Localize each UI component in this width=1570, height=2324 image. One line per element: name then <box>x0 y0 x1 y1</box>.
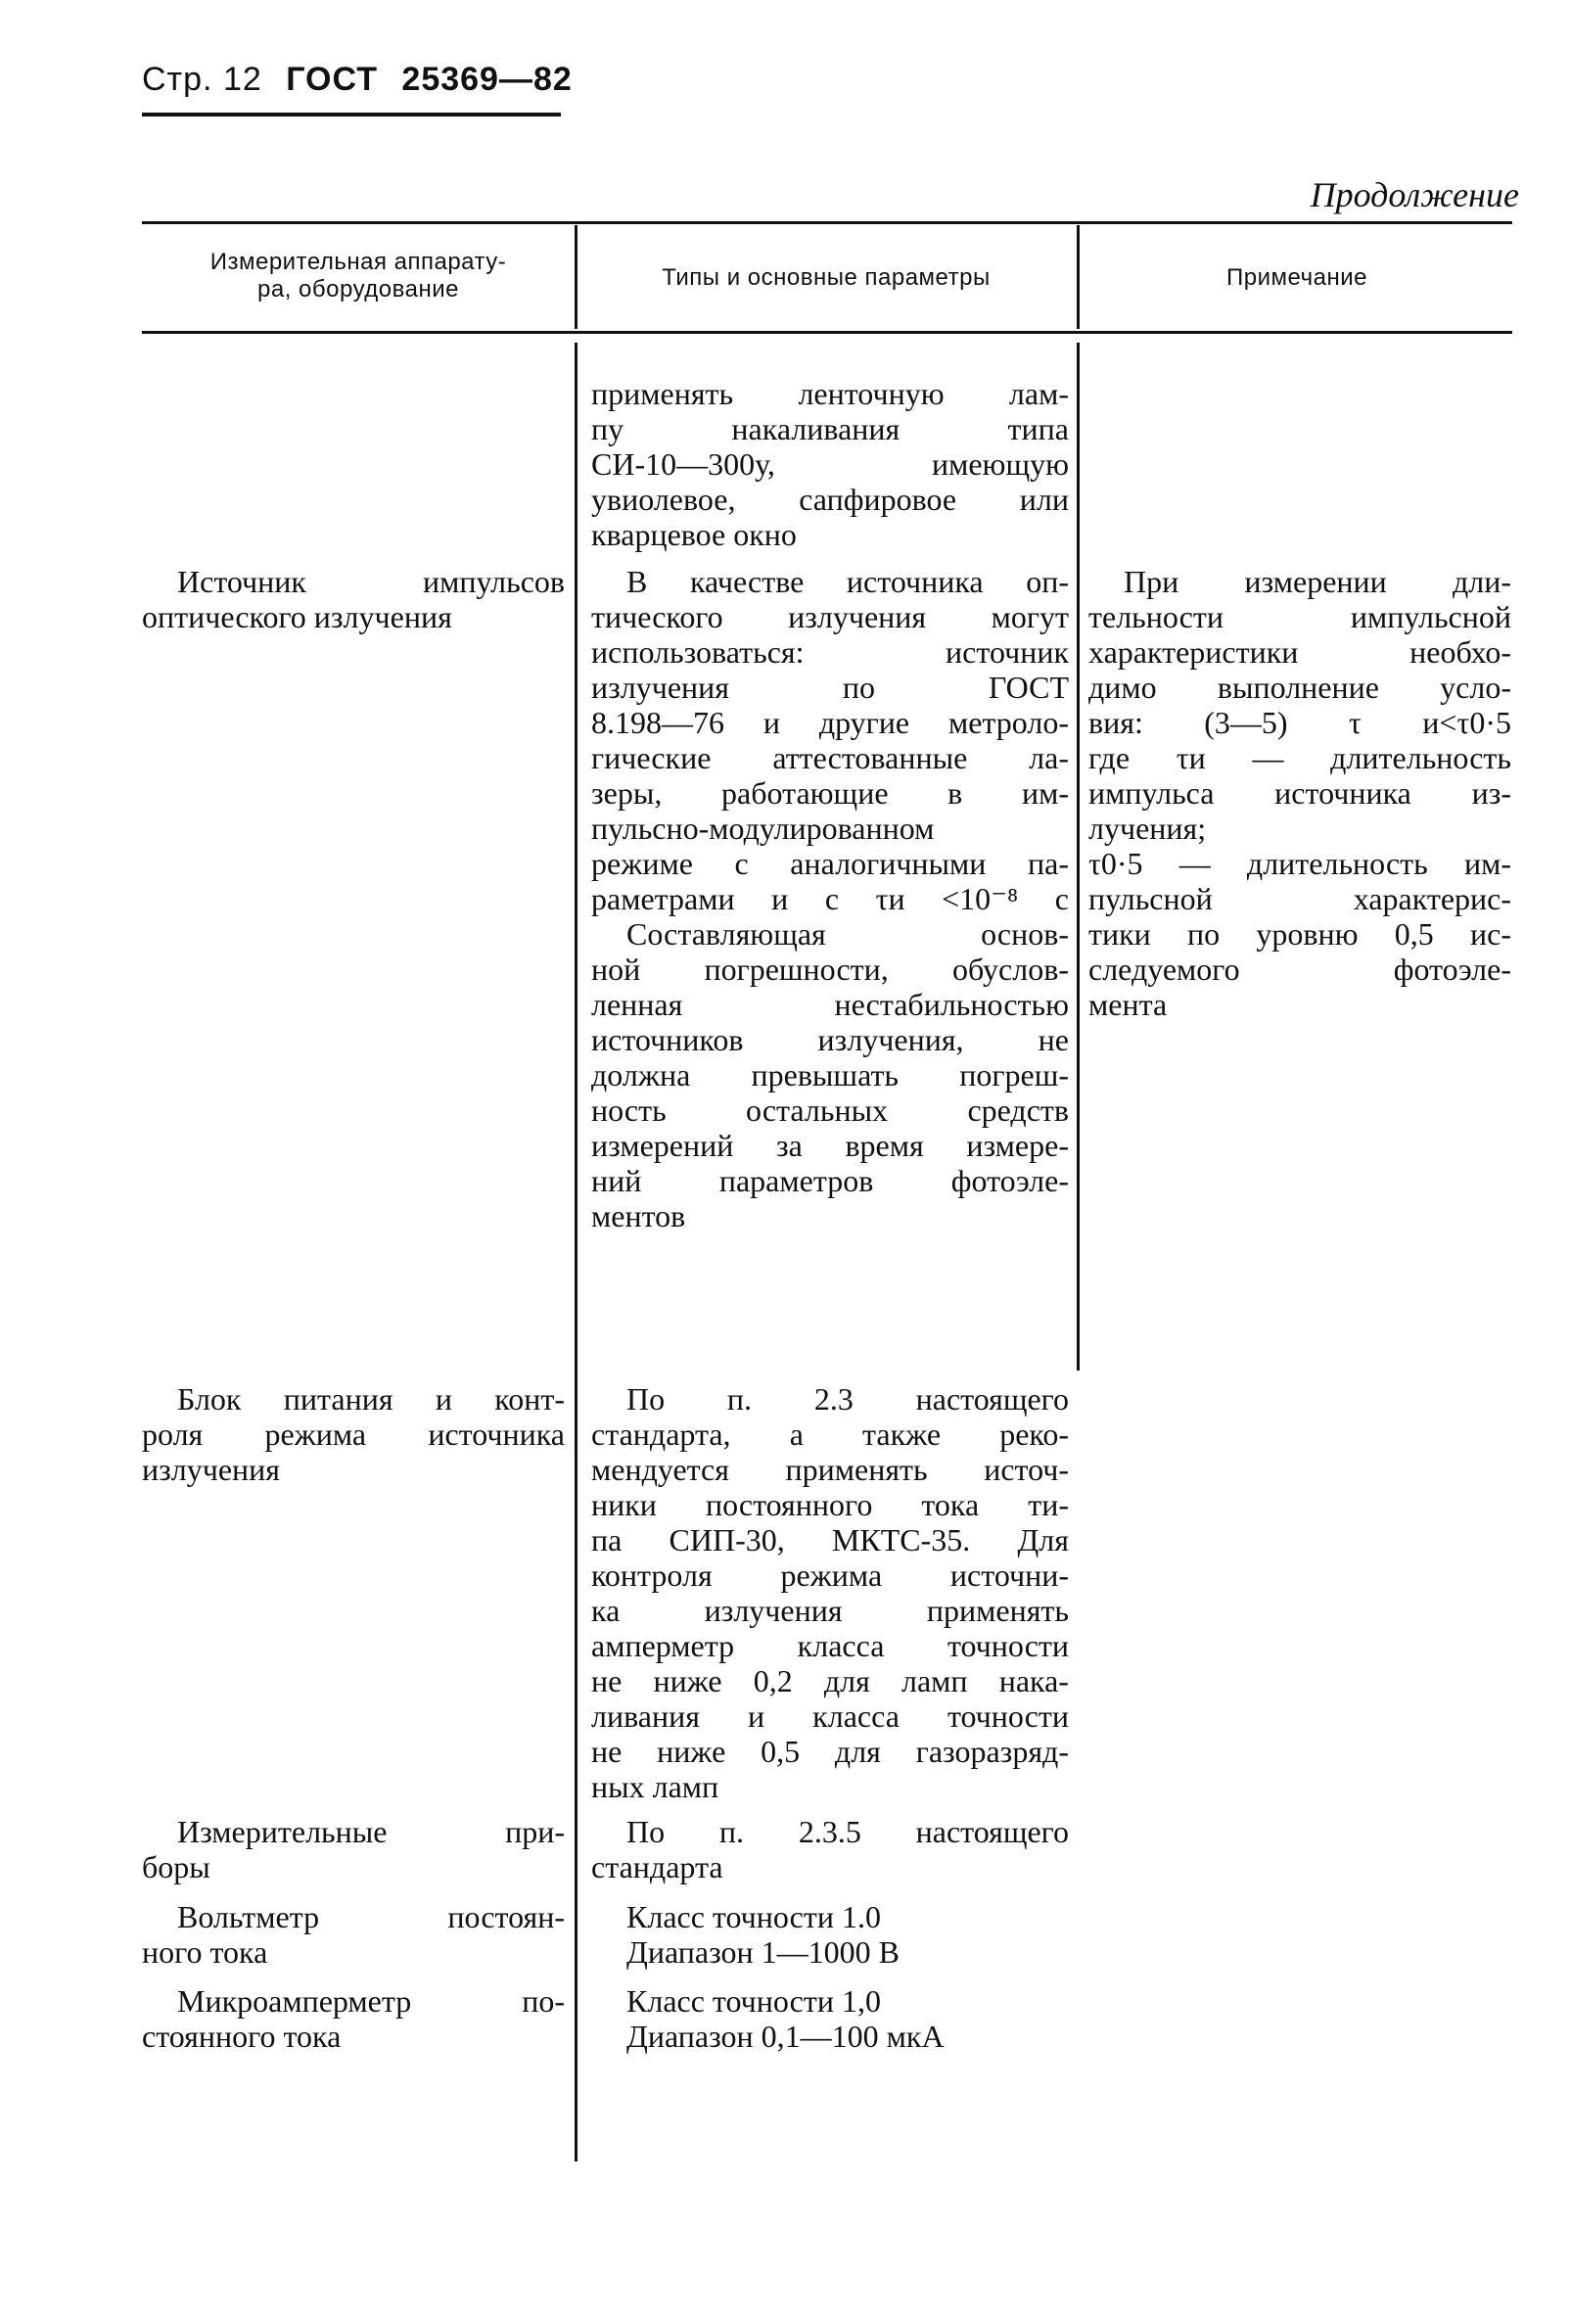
word: постоянного <box>705 1487 873 1522</box>
word: τ <box>1349 705 1362 740</box>
text-line <box>591 1057 1069 1092</box>
word: стандарта, <box>591 1417 731 1452</box>
text-line <box>591 670 1069 705</box>
text-line <box>591 1092 1069 1128</box>
word: сапфировое <box>799 482 957 517</box>
word: При <box>1124 564 1179 599</box>
word: излучения <box>704 1593 843 1628</box>
text-line <box>591 705 1069 740</box>
word: ники <box>591 1487 657 1522</box>
word: мендуется <box>591 1452 729 1487</box>
cell-equipment-instruments <box>142 1814 565 1884</box>
word: фотоэле- <box>950 1163 1069 1198</box>
word: ГОСТ <box>988 670 1069 705</box>
word: работающие <box>721 775 889 811</box>
word: лам- <box>1008 376 1069 411</box>
text-line <box>591 987 1069 1022</box>
cell-equipment-microammeter <box>142 1983 565 2054</box>
text-line: боры <box>142 1849 210 1884</box>
text-line: стоянного тока <box>142 2019 342 2054</box>
word: имеющую <box>931 446 1069 482</box>
word: постоян- <box>447 1899 565 1934</box>
word: измере- <box>966 1128 1069 1163</box>
word: тельности <box>1088 599 1224 634</box>
word: по <box>1187 916 1221 952</box>
word: им- <box>1021 775 1069 811</box>
word: раметрами <box>591 881 735 916</box>
header-equipment-line: ра, оборудование <box>257 276 459 302</box>
text-line <box>591 916 1069 952</box>
cell-types-instruments <box>591 1814 1069 1884</box>
text-line <box>1088 740 1511 775</box>
word: за <box>775 1128 803 1163</box>
header-rule <box>142 113 561 116</box>
text-line <box>591 1022 1069 1057</box>
word: могут <box>991 599 1069 634</box>
text-line: излучения <box>142 1452 280 1487</box>
word: п. <box>726 1381 753 1417</box>
word: 0,2 <box>753 1663 793 1698</box>
word: — <box>1178 846 1211 881</box>
text-line <box>1088 670 1511 705</box>
word: 0,5 <box>761 1734 801 1769</box>
cell-equipment-power-unit <box>142 1381 565 1487</box>
word: По <box>626 1814 666 1849</box>
word: метроло- <box>947 705 1069 740</box>
word: основ- <box>981 916 1069 952</box>
word: газоразряд- <box>915 1734 1069 1769</box>
word: нака- <box>998 1663 1069 1698</box>
text-line: ного тока <box>142 1934 268 1970</box>
cell-equipment-pulse-source <box>142 564 565 634</box>
word: ной <box>591 952 641 987</box>
text-line <box>591 1417 1069 1452</box>
word: источников <box>591 1022 744 1057</box>
word: другие <box>818 705 910 740</box>
word: применять <box>591 376 734 411</box>
word: применять <box>785 1452 928 1487</box>
word: аналогичными <box>790 846 987 881</box>
word: импульса <box>1088 775 1215 811</box>
text-line: кварцевое окно <box>591 517 797 552</box>
word: ний <box>591 1163 642 1198</box>
text-line <box>591 740 1069 775</box>
word: режиме <box>591 846 693 881</box>
word: им- <box>1463 846 1511 881</box>
text-line <box>1088 775 1511 811</box>
text-line <box>591 1557 1069 1593</box>
word: из- <box>1471 775 1511 811</box>
text-line: Диапазон 1—1000 В <box>626 1934 900 1970</box>
word: использоваться: <box>591 634 805 670</box>
word: превышать <box>751 1057 900 1092</box>
word: ниже <box>653 1663 722 1698</box>
word: должна <box>591 1057 691 1092</box>
text-line <box>591 1628 1069 1663</box>
word: контроля <box>591 1557 713 1593</box>
word: длительность <box>1246 846 1428 881</box>
word: остальных <box>746 1092 889 1128</box>
word: уровню <box>1256 916 1359 952</box>
word: а <box>789 1417 804 1452</box>
word: СИ-10—300у, <box>591 446 775 482</box>
word: пу <box>591 411 624 446</box>
word: источни- <box>949 1557 1069 1593</box>
word: излучения <box>591 670 729 705</box>
word: роля <box>142 1417 204 1452</box>
header-equipment <box>147 249 570 303</box>
text-line <box>1088 634 1511 670</box>
standard-label: ГОСТ <box>286 61 378 98</box>
cell-types-pulse-source <box>591 564 1069 1233</box>
word: амперметр <box>591 1628 735 1663</box>
text-line <box>591 376 1069 411</box>
word: Блок <box>177 1381 242 1417</box>
word: качестве <box>689 564 805 599</box>
text-line: ных ламп <box>591 1769 719 1804</box>
word: Вольтметр <box>177 1899 320 1934</box>
word: 2.3.5 <box>798 1814 861 1849</box>
word: Измерительные <box>177 1814 388 1849</box>
word: и <box>748 1698 765 1734</box>
header-bottom-rule <box>142 331 1512 334</box>
text-line <box>1088 881 1511 916</box>
word: импульсов <box>423 564 565 599</box>
text-line: Класс точности 1,0 <box>626 1983 881 2019</box>
word: где <box>1088 740 1131 775</box>
word: п. <box>718 1814 745 1849</box>
word: параметров <box>718 1163 874 1198</box>
text-line: ментов <box>591 1198 686 1233</box>
word: режима <box>780 1557 883 1593</box>
cell-types-microammeter <box>591 1983 1069 2054</box>
word: также <box>862 1417 942 1452</box>
word: гические <box>591 740 712 775</box>
word: (3—5) <box>1204 705 1288 740</box>
text-line <box>1088 599 1511 634</box>
word: с <box>824 881 840 916</box>
word: реко- <box>999 1417 1069 1452</box>
word: ниже <box>657 1734 726 1769</box>
word: τи <box>1176 740 1206 775</box>
word: источ- <box>984 1452 1069 1487</box>
page-header <box>142 61 573 99</box>
word: МКТС-35. <box>831 1522 971 1557</box>
word: точности <box>947 1628 1069 1663</box>
word: измерений <box>591 1128 734 1163</box>
word: типа <box>1007 411 1069 446</box>
text-line: лучения; <box>1088 811 1207 846</box>
cell-notes-pulse-source <box>1088 564 1511 1022</box>
word: оп- <box>1026 564 1069 599</box>
text-line: мента <box>1088 987 1168 1022</box>
text-line <box>591 599 1069 634</box>
word: 8.198—76 <box>591 705 724 740</box>
word: ис- <box>1469 916 1511 952</box>
header-divider-2 <box>1077 225 1080 329</box>
cell-types-voltmeter <box>591 1899 1069 1970</box>
text-line <box>591 881 1069 916</box>
word: следуемого <box>1088 952 1240 987</box>
word: характерис- <box>1353 881 1511 916</box>
word: СИП-30, <box>669 1522 785 1557</box>
header-equipment-line: Измерительная аппарату- <box>209 249 507 275</box>
text-line: стандарта <box>591 1849 723 1884</box>
word: ленточную <box>798 376 945 411</box>
word: Источник <box>177 564 306 599</box>
word: зеры, <box>591 775 663 811</box>
text-line <box>142 1899 565 1934</box>
word: питания <box>283 1381 393 1417</box>
word: погреш- <box>959 1057 1069 1092</box>
word: по- <box>522 1983 565 2019</box>
word: увиолевое, <box>591 482 736 517</box>
text-line <box>591 1381 1069 1417</box>
word: Составляющая <box>626 916 826 952</box>
word: По <box>626 1381 666 1417</box>
word: усло- <box>1440 670 1511 705</box>
word: обуслов- <box>951 952 1069 987</box>
text-line <box>591 952 1069 987</box>
text-line <box>142 1814 565 1849</box>
word: димо <box>1088 670 1157 705</box>
word: тики <box>1088 916 1151 952</box>
text-line <box>1088 705 1511 740</box>
word: длительность <box>1330 740 1511 775</box>
text-line <box>591 1814 1069 1849</box>
word: τи <box>875 881 905 916</box>
word: для <box>834 1734 881 1769</box>
text-line <box>591 1522 1069 1557</box>
cell-types-power-unit <box>591 1381 1069 1804</box>
word: с <box>1054 881 1069 916</box>
word: источника <box>428 1417 565 1452</box>
word: импульсной <box>1350 599 1511 634</box>
word: Для <box>1017 1522 1069 1557</box>
word: настоящего <box>915 1814 1069 1849</box>
word: настоящего <box>915 1381 1069 1417</box>
text-line <box>591 1128 1069 1163</box>
word: пульсной <box>1088 881 1213 916</box>
word: в <box>947 775 963 811</box>
word: вия: <box>1088 705 1143 740</box>
text-line <box>142 1983 565 2019</box>
standard-number: 25369—82 <box>401 61 573 98</box>
text-line <box>1088 952 1511 987</box>
page-label: Стр. <box>142 61 213 98</box>
word: класса <box>812 1698 900 1734</box>
word: класса <box>797 1628 885 1663</box>
word: необхо- <box>1409 634 1511 670</box>
word: характеристики <box>1088 634 1299 670</box>
continuation-label: Продолжение <box>1310 175 1519 214</box>
text-line <box>591 1734 1069 1769</box>
word: не <box>591 1734 623 1769</box>
text-line: Класс точности 1.0 <box>626 1899 881 1934</box>
word: применять <box>926 1593 1069 1628</box>
text-line <box>591 564 1069 599</box>
header-types: Типы и основные параметры <box>662 264 991 291</box>
text-line <box>591 482 1069 517</box>
header-notes: Примечание <box>1226 264 1367 291</box>
word: ти- <box>1028 1487 1069 1522</box>
word: ленная <box>591 987 683 1022</box>
word: па- <box>1028 846 1069 881</box>
word: ливания <box>591 1698 700 1734</box>
word: источника <box>846 564 984 599</box>
word: аттестованные <box>772 740 968 775</box>
text-line <box>591 411 1069 446</box>
header-divider-1 <box>575 225 577 329</box>
text-line <box>1088 846 1511 881</box>
word: измерении <box>1244 564 1387 599</box>
word: не <box>1038 1022 1069 1057</box>
word: источник <box>946 634 1069 670</box>
word: тока <box>921 1487 980 1522</box>
text-line <box>591 1452 1069 1487</box>
text-line <box>591 1163 1069 1198</box>
word: па <box>591 1522 623 1557</box>
word: — <box>1252 740 1284 775</box>
text-line <box>1088 564 1511 599</box>
word: <10⁻⁸ <box>942 881 1019 916</box>
text-line <box>591 1593 1069 1628</box>
word: 2.3 <box>813 1381 854 1417</box>
word: выполнение <box>1217 670 1379 705</box>
text-line <box>591 446 1069 482</box>
word: и<τ0·5 <box>1422 705 1511 740</box>
column-divider-2 <box>1077 343 1080 1371</box>
text-line: пульсно-модулированном <box>591 811 935 846</box>
word: точности <box>947 1698 1069 1734</box>
word: излучения, <box>817 1022 964 1057</box>
word: и <box>762 705 780 740</box>
word: ка <box>591 1593 621 1628</box>
word: конт- <box>494 1381 565 1417</box>
word: с <box>734 846 749 881</box>
word: 0,5 <box>1394 916 1434 952</box>
text-line <box>591 1487 1069 1522</box>
word: излучения <box>788 599 927 634</box>
word: накаливания <box>731 411 900 446</box>
word: и <box>435 1381 452 1417</box>
word: для <box>823 1663 870 1698</box>
word: не <box>591 1663 623 1698</box>
text-line <box>591 1663 1069 1698</box>
text-line <box>1088 916 1511 952</box>
column-divider-1 <box>575 343 577 2161</box>
word: по <box>842 670 876 705</box>
word: или <box>1019 482 1069 517</box>
word: ламп <box>901 1663 968 1698</box>
word: ность <box>591 1092 667 1128</box>
word: источника <box>1274 775 1411 811</box>
word: Микроамперметр <box>177 1983 412 2019</box>
word: нестабильностью <box>834 987 1069 1022</box>
text-line <box>591 846 1069 881</box>
word: погрешности, <box>704 952 889 987</box>
table-top-rule <box>142 221 1512 224</box>
text-line <box>142 564 565 599</box>
word: режима <box>264 1417 367 1452</box>
word: τ0·5 <box>1088 846 1143 881</box>
cell-equipment-voltmeter <box>142 1899 565 1970</box>
text-line <box>591 1698 1069 1734</box>
page-number: 12 <box>222 61 262 98</box>
word: и <box>771 881 789 916</box>
word: ла- <box>1029 740 1069 775</box>
text-line: оптического излучения <box>142 599 452 634</box>
text-line <box>591 775 1069 811</box>
word: фотоэле- <box>1393 952 1511 987</box>
word: время <box>845 1128 924 1163</box>
word: при- <box>505 1814 565 1849</box>
word: средств <box>967 1092 1069 1128</box>
text-line <box>142 1417 565 1452</box>
word: В <box>626 564 648 599</box>
cell-types-lamp <box>591 376 1069 552</box>
text-line: Диапазон 0,1—100 мкА <box>626 2019 945 2054</box>
word: тического <box>591 599 723 634</box>
word: дли- <box>1452 564 1511 599</box>
text-line <box>591 634 1069 670</box>
text-line <box>142 1381 565 1417</box>
